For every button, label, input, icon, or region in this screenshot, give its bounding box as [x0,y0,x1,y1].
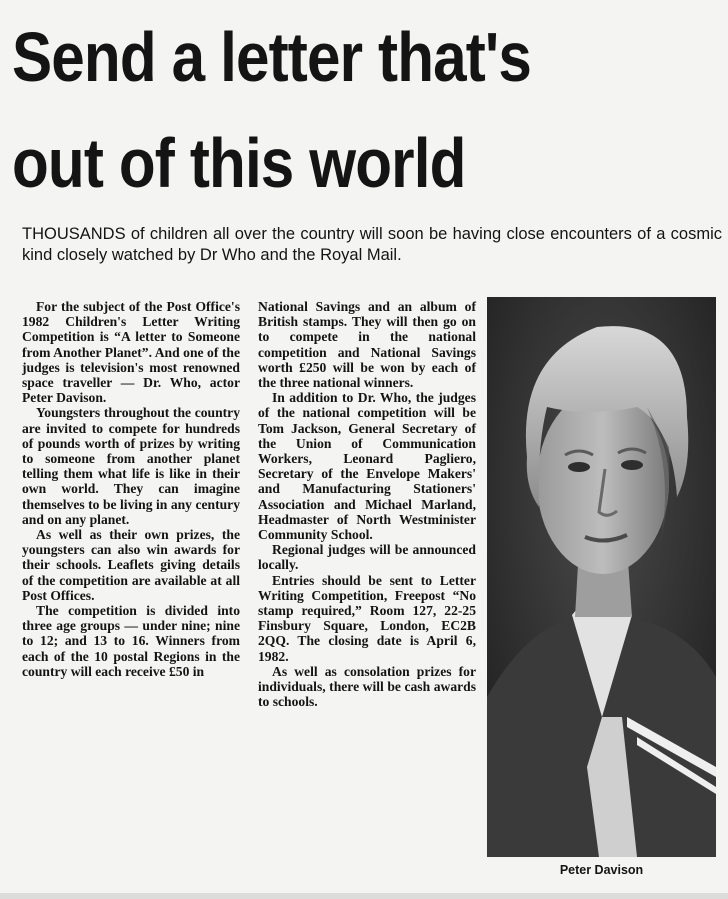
paragraph: Regional judges will be announced locally. [258,542,476,573]
page-bottom-edge [0,893,728,899]
article-column-2 [258,299,476,709]
photo-caption: Peter Davison [559,863,644,877]
paragraph: As well as their own prizes, the youngsters can also win awards for their schools. Leaflets giving details of the competition are available at all Post Offices. [22,527,240,603]
paragraph: As well as consolation prizes for individuals, there will be cash awards to schools. [258,663,476,710]
paragraph: In addition to Dr. Who, the judges of the national competition will be Tom Jackson, General Secretary of the Union of Communication Workers, Leonard Pagliero, Secretary of the Envelope Makers' and Manufacturing Stationers' Association and Michael Marland, Headmaster of North Westminister Community School. [258,390,476,543]
article-column-1 [22,299,240,679]
paragraph: For the subject of the Post Office's 1982 Children's Letter Writing Competition is “A letter to Someone from Another Planet”. And one of the judges is television's most renowned space traveller — Dr. Who, actor Peter Davison. [22,299,240,406]
paragraph: Youngsters throughout the country are invited to compete for hundreds of pounds worth of prizes by writing to someone from another planet telling them what life is like in their own world. They can imagine themselves to be living in any century and on any planet. [22,405,240,527]
standfirst: THOUSANDS of children all over the country will soon be having close encounters of a cosmic kind closely watched by Dr Who and the Royal Mail. [22,225,722,264]
headline [12,4,623,216]
headline-line-2: out of this world [12,124,466,202]
paragraph: National Savings and an album of British stamps. They will then go on to compete in the national competition and National Savings worth £250 will be won by each of the three national winners. [258,299,476,391]
paragraph: The competition is divided into three age groups — under nine; nine to 12; and 13 to 16. Winners from each of the 10 postal Regions in the country will each receive £50 in [22,603,240,679]
headline-line-1: Send a letter that's [12,18,531,96]
portrait-photo [487,297,716,857]
paragraph: Entries should be sent to Letter Writing Competition, Freepost “No stamp required,” Room 127, 22-25 Finsbury Square, London, EC2B 2QQ. The closing date is April 6, 1982. [258,572,476,664]
